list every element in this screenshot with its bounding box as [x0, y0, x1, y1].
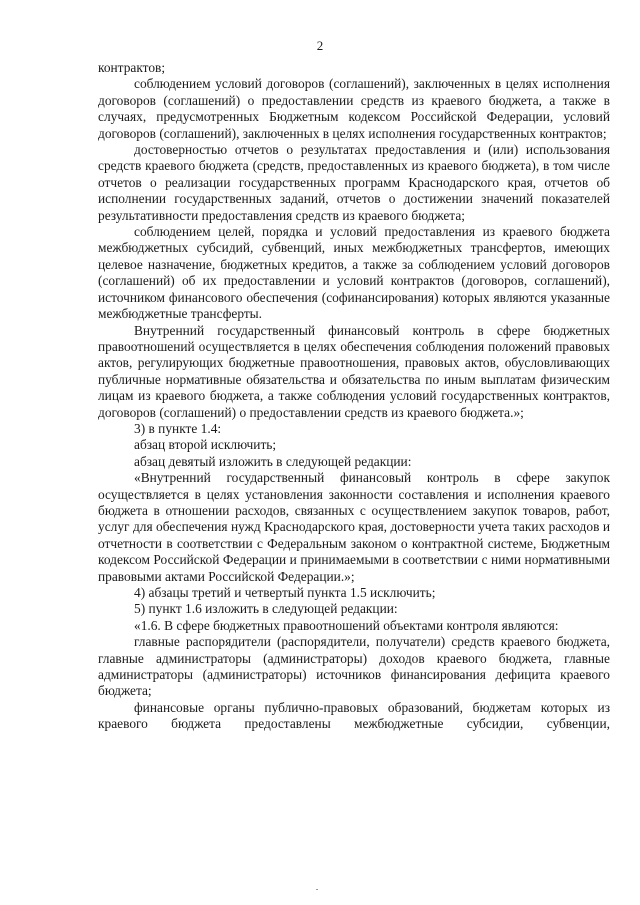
- list-item-5: 5) пункт 1.6 изложить в следующей редакции:: [134, 601, 398, 617]
- paragraph-financial-bodies: финансовые органы публично-правовых образований, бюджетам которых из краевого бюджета предоставлены межбюджетные субсидии, субвенции,: [98, 699, 610, 732]
- paragraph-ninth-abzac-revised: абзац девятый изложить в следующей редакции:: [134, 453, 412, 469]
- paragraph-contract-conditions: соблюдением условий договоров (соглашений), заключенных в целях исполнения договоров (соглашений) о предоставлении средств из краевого бюджета, а также в случаях, предусмотренных Бюджетным кодексом Российской Федерации, условий договоров (соглашений), заключенных в целях исполнения государственных контрактов;: [98, 76, 610, 141]
- paragraph-chief-administrators: главные распорядители (распорядители, получатели) средств краевого бюджета, главные администраторы (администраторы) доходов краевого бюджета, главные администраторы (администраторы) источников финансирования дефицита краевого бюджета;: [98, 634, 610, 699]
- list-item-4: 4) абзацы третий и четвертый пункта 1.5 исключить;: [134, 585, 436, 600]
- document-body: [98, 60, 610, 733]
- paragraph-transfer-compliance: соблюдением целей, порядка и условий предоставления из краевого бюджета межбюджетных субсидий, субвенций, иных межбюджетных трансфертов, имеющих целевое назначение, бюджетных кредитов, а также за соблюдением условий договоров (соглашений) об их предоставлении и условий контрактов (договоров, соглашений), источником финансового обеспечения (софинансирования) которых являются указанные межбюджетные трансферты.: [98, 224, 610, 322]
- scan-speck: [316, 889, 318, 890]
- paragraph-internal-control-procurement: «Внутренний государственный финансовый контроль в сфере закупок осуществляется в целях установления законности составления и исполнения краевого бюджета в отношении расходов, связанных с осуществлением закупок товаров, работ, услуг для обеспечения нужд Краснодарского края, достоверности учета таких расходов и отчетности в соответствии с Федеральным законом о контрактной системе, Бюджетным кодексом Российской Федерации и принимаемыми в соответствии с ними нормативными правовыми актами Российской Федерации.»;: [98, 470, 610, 584]
- paragraph-report-reliability: достоверностью отчетов о результатах предоставления и (или) использования средств краевого бюджета (средств, предоставленных из краевого бюджета), в том числе отчетов о реализации государственных программ Краснодарского края, отчетов об исполнении государственных заданий, отчетов о достижении значений показателей результативности предоставления средств из краевого бюджета;: [98, 142, 610, 223]
- paragraph-second-abzac-removed: абзац второй исключить;: [134, 437, 277, 453]
- paragraph-internal-control-budget: Внутренний государственный финансовый контроль в сфере бюджетных правоотношений осуществляется в целях обеспечения соблюдения положений правовых актов, регулирующих бюджетные правоотношения, правовых актов, обусловливающих публичные нормативные обязательства и обязательства по иным выплатам физическим лицам из краевого бюджета, а также соблюдения условий государственных контрактов, договоров (соглашений) о предоставлении средств из краевого бюджета.»;: [98, 322, 610, 420]
- paragraph-clause-1-6: «1.6. В сфере бюджетных правоотношений объектами контроля являются:: [134, 617, 559, 633]
- paragraph-continuation: контрактов;: [98, 60, 166, 75]
- list-item-3: 3) в пункте 1.4:: [134, 420, 222, 436]
- page-number: 2: [316, 38, 324, 53]
